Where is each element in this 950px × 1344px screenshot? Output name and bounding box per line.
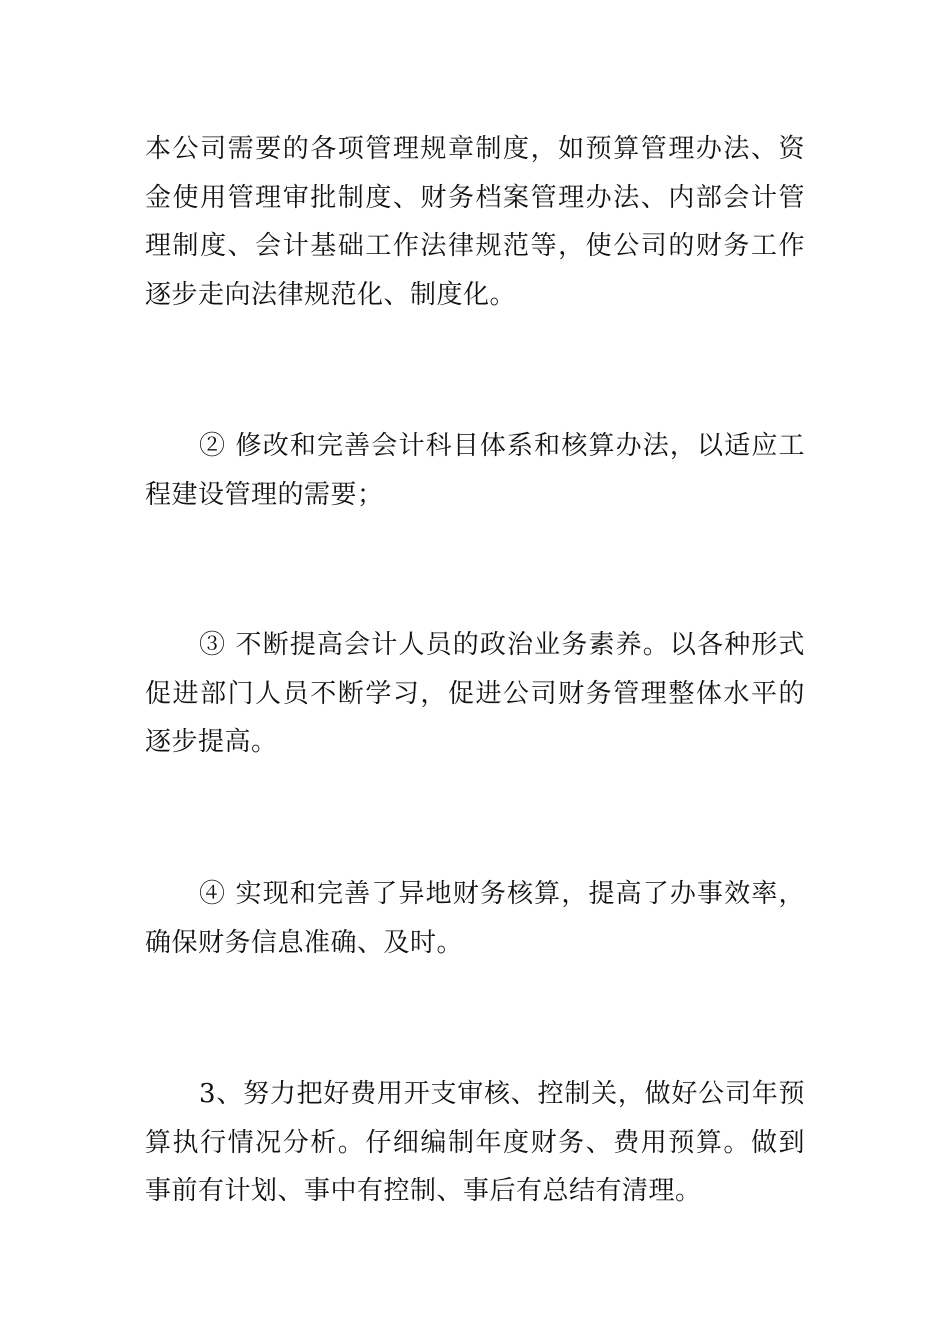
paragraph-item-3-staff-training: ③ 不断提高会计人员的政治业务素养。以各种形式促进部门人员不断学习，促进公司财务管理整体水平的逐步提高。 bbox=[145, 630, 805, 757]
paragraph-item-4-remote-accounting: ④ 实现和完善了异地财务核算，提高了办事效率，确保财务信息准确、及时。 bbox=[145, 879, 805, 958]
paragraph-item-2-accounting-system: ② 修改和完善会计科目体系和核算办法，以适应工程建设管理的需要； bbox=[145, 431, 805, 510]
paragraph-section-3-expense-control: 3、努力把好费用开支审核、控制关，做好公司年预算执行情况分析。仔细编制年度财务、费用预算。做到事前有计划、事中有控制、事后有总结有清理。 bbox=[145, 1079, 805, 1206]
paragraph-management-rules: 本公司需要的各项管理规章制度，如预算管理办法、资金使用管理审批制度、财务档案管理办法、内部会计管理制度、会计基础工作法律规范等，使公司的财务工作逐步走向法律规范化、制度化。 bbox=[145, 134, 805, 310]
